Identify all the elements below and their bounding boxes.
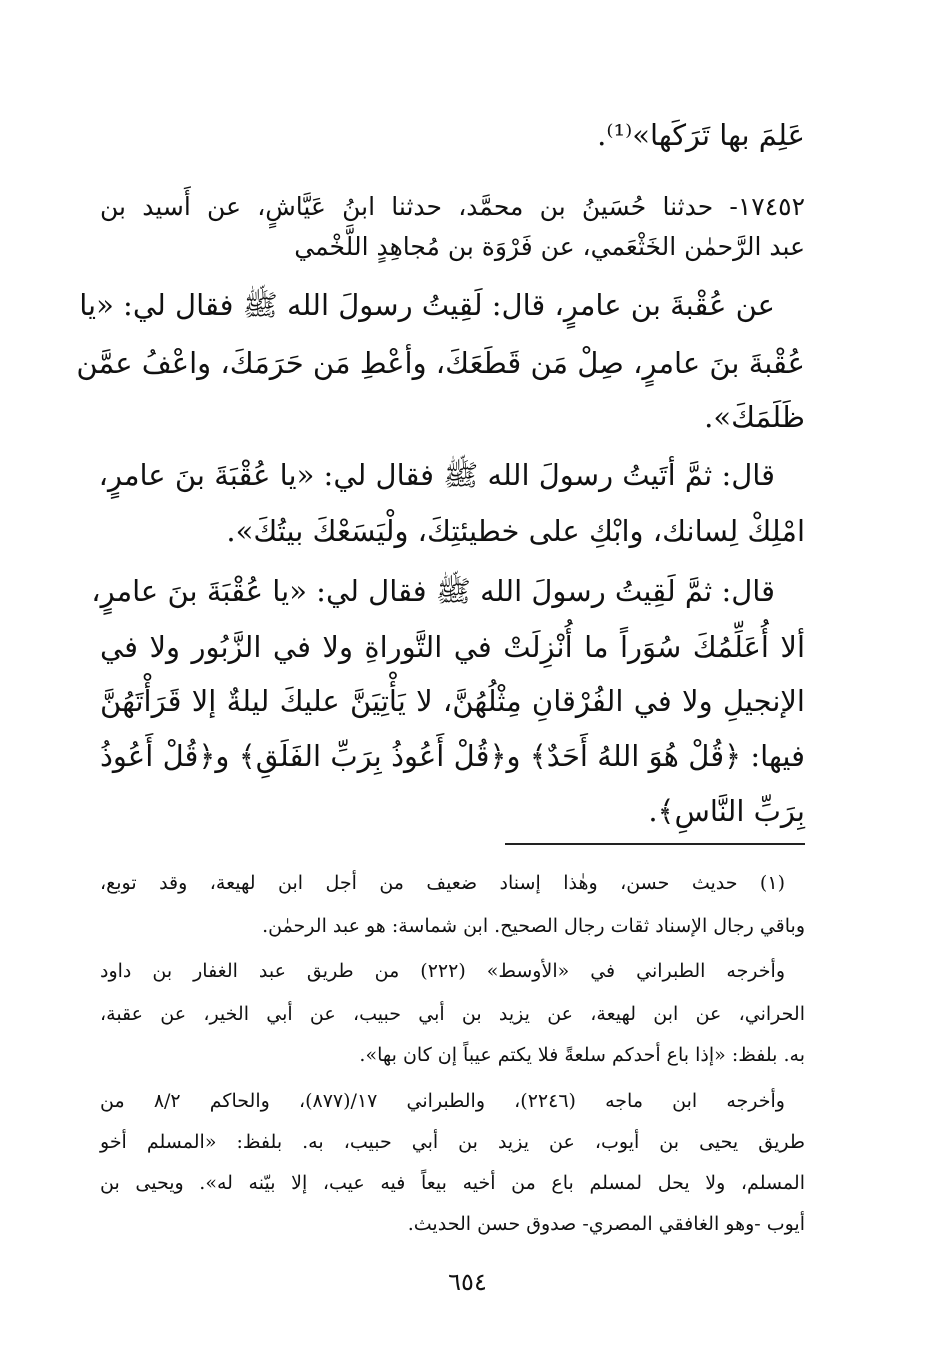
hadith-text-line: قال: ثمَّ أتَيتُ رسولَ الله ﷺ فقال لي: «يا عُقْبَةَ بنَ عامرٍ،	[98, 458, 775, 492]
hadith-text-line: عُقْبةَ بنَ عامرٍ، صِلْ مَن قَطَعَكَ، وأعْطِ مَن حَرَمَكَ، واعْفُ عمَّن	[76, 346, 805, 380]
footnote-line: به. بلفظ: «إذا باع أحدكم سلعةً فلا يكتم عيباً إن كان بها».	[359, 1044, 805, 1066]
footnote-line: وباقي رجال الإسناد ثقات رجال الصحيح. ابن شماسة: هو عبد الرحمٰن.	[262, 915, 805, 937]
footnote-line: وأخرجه ابن ماجه (٢٢٤٦)، والطبراني ١٧/(٨٧٧)، والحاكم ٨/٢ من	[100, 1090, 785, 1112]
footnote-line: طريق يحيى بن أيوب، عن يزيد بن أبي حبيب، به. بلفظ: «المسلم أخو	[100, 1131, 805, 1153]
hadith-isnad-line-2: عبد الرَّحمٰن الخَثْعَمي، عن فَرْوَة بن مُجاهِدٍ اللَّخْمي	[294, 232, 805, 261]
footnote-line: أيوب -وهو الغافقي المصري- صدوق حسن الحديث.	[407, 1213, 805, 1235]
hadith-text-line: قال: ثمَّ لَقِيتُ رسولَ الله ﷺ فقال لي: «يا عُقْبَةَ بنَ عامرٍ،	[91, 574, 775, 608]
hadith-text-line: امْلِكْ لِسانك، وابْكِ على خطيئتِكَ، ولْيَسَعْكَ بيتُكَ».	[226, 514, 805, 548]
hadith-text-line: الإنجيلِ ولا في الفُرْقانِ مِثْلُهُنَّ، لا يَأْتِيَنَّ عليكَ ليلةٌ إلا قَرَأْتَهُنَّ	[100, 684, 805, 718]
page-number: ٦٥٤	[448, 1268, 487, 1296]
footnote-line: (١) حديث حسن، وهٰذا إسناد ضعيف من أجل ابن لهيعة، وقد توبع،	[100, 872, 785, 894]
hadith-text-line: بِرَبِّ النَّاسِ﴾.	[648, 794, 805, 828]
text-line-continuation: عَلِمَ بها تَرَكَها»⁽¹⁾.	[597, 118, 805, 152]
footnote-line: الحراني، عن ابن لهيعة، عن يزيد بن أبي حبيب، عن أبي الخير، عن عقبة،	[100, 1003, 805, 1025]
footnote-separator	[505, 843, 805, 845]
hadith-text-line: فيها: ﴿قُلْ هُوَ اللهُ أَحَدٌ﴾ و﴿قُلْ أَعُوذُ بِرَبِّ الفَلَقِ﴾ و﴿قُلْ أَعُوذُ	[100, 739, 805, 773]
hadith-text-line: ألا أُعَلِّمُكَ سُوَراً ما أُنْزِلَتْ في التَّوراةِ ولا في الزَّبُور ولا في	[100, 630, 805, 664]
footnote-line: وأخرجه الطبراني في «الأوسط» (٢٢٢) من طريق عبد الغفار بن داود	[100, 960, 785, 982]
hadith-text-line: ظَلَمَكَ».	[704, 400, 805, 434]
hadith-text-line: عن عُقْبةَ بن عامرٍ، قال: لَقِيتُ رسولَ الله ﷺ فقال لي: «يا	[79, 288, 775, 322]
hadith-isnad-line-1: ١٧٤٥٢- حدثنا حُسَينُ بن محمَّد، حدثنا ابنُ عَيَّاشٍ، عن أَسيد بن	[100, 192, 805, 221]
footnote-line: المسلم، ولا يحل لمسلم باع من أخيه بيعاً فيه عيب، إلا بيّنه له». ويحيى بن	[100, 1172, 805, 1194]
